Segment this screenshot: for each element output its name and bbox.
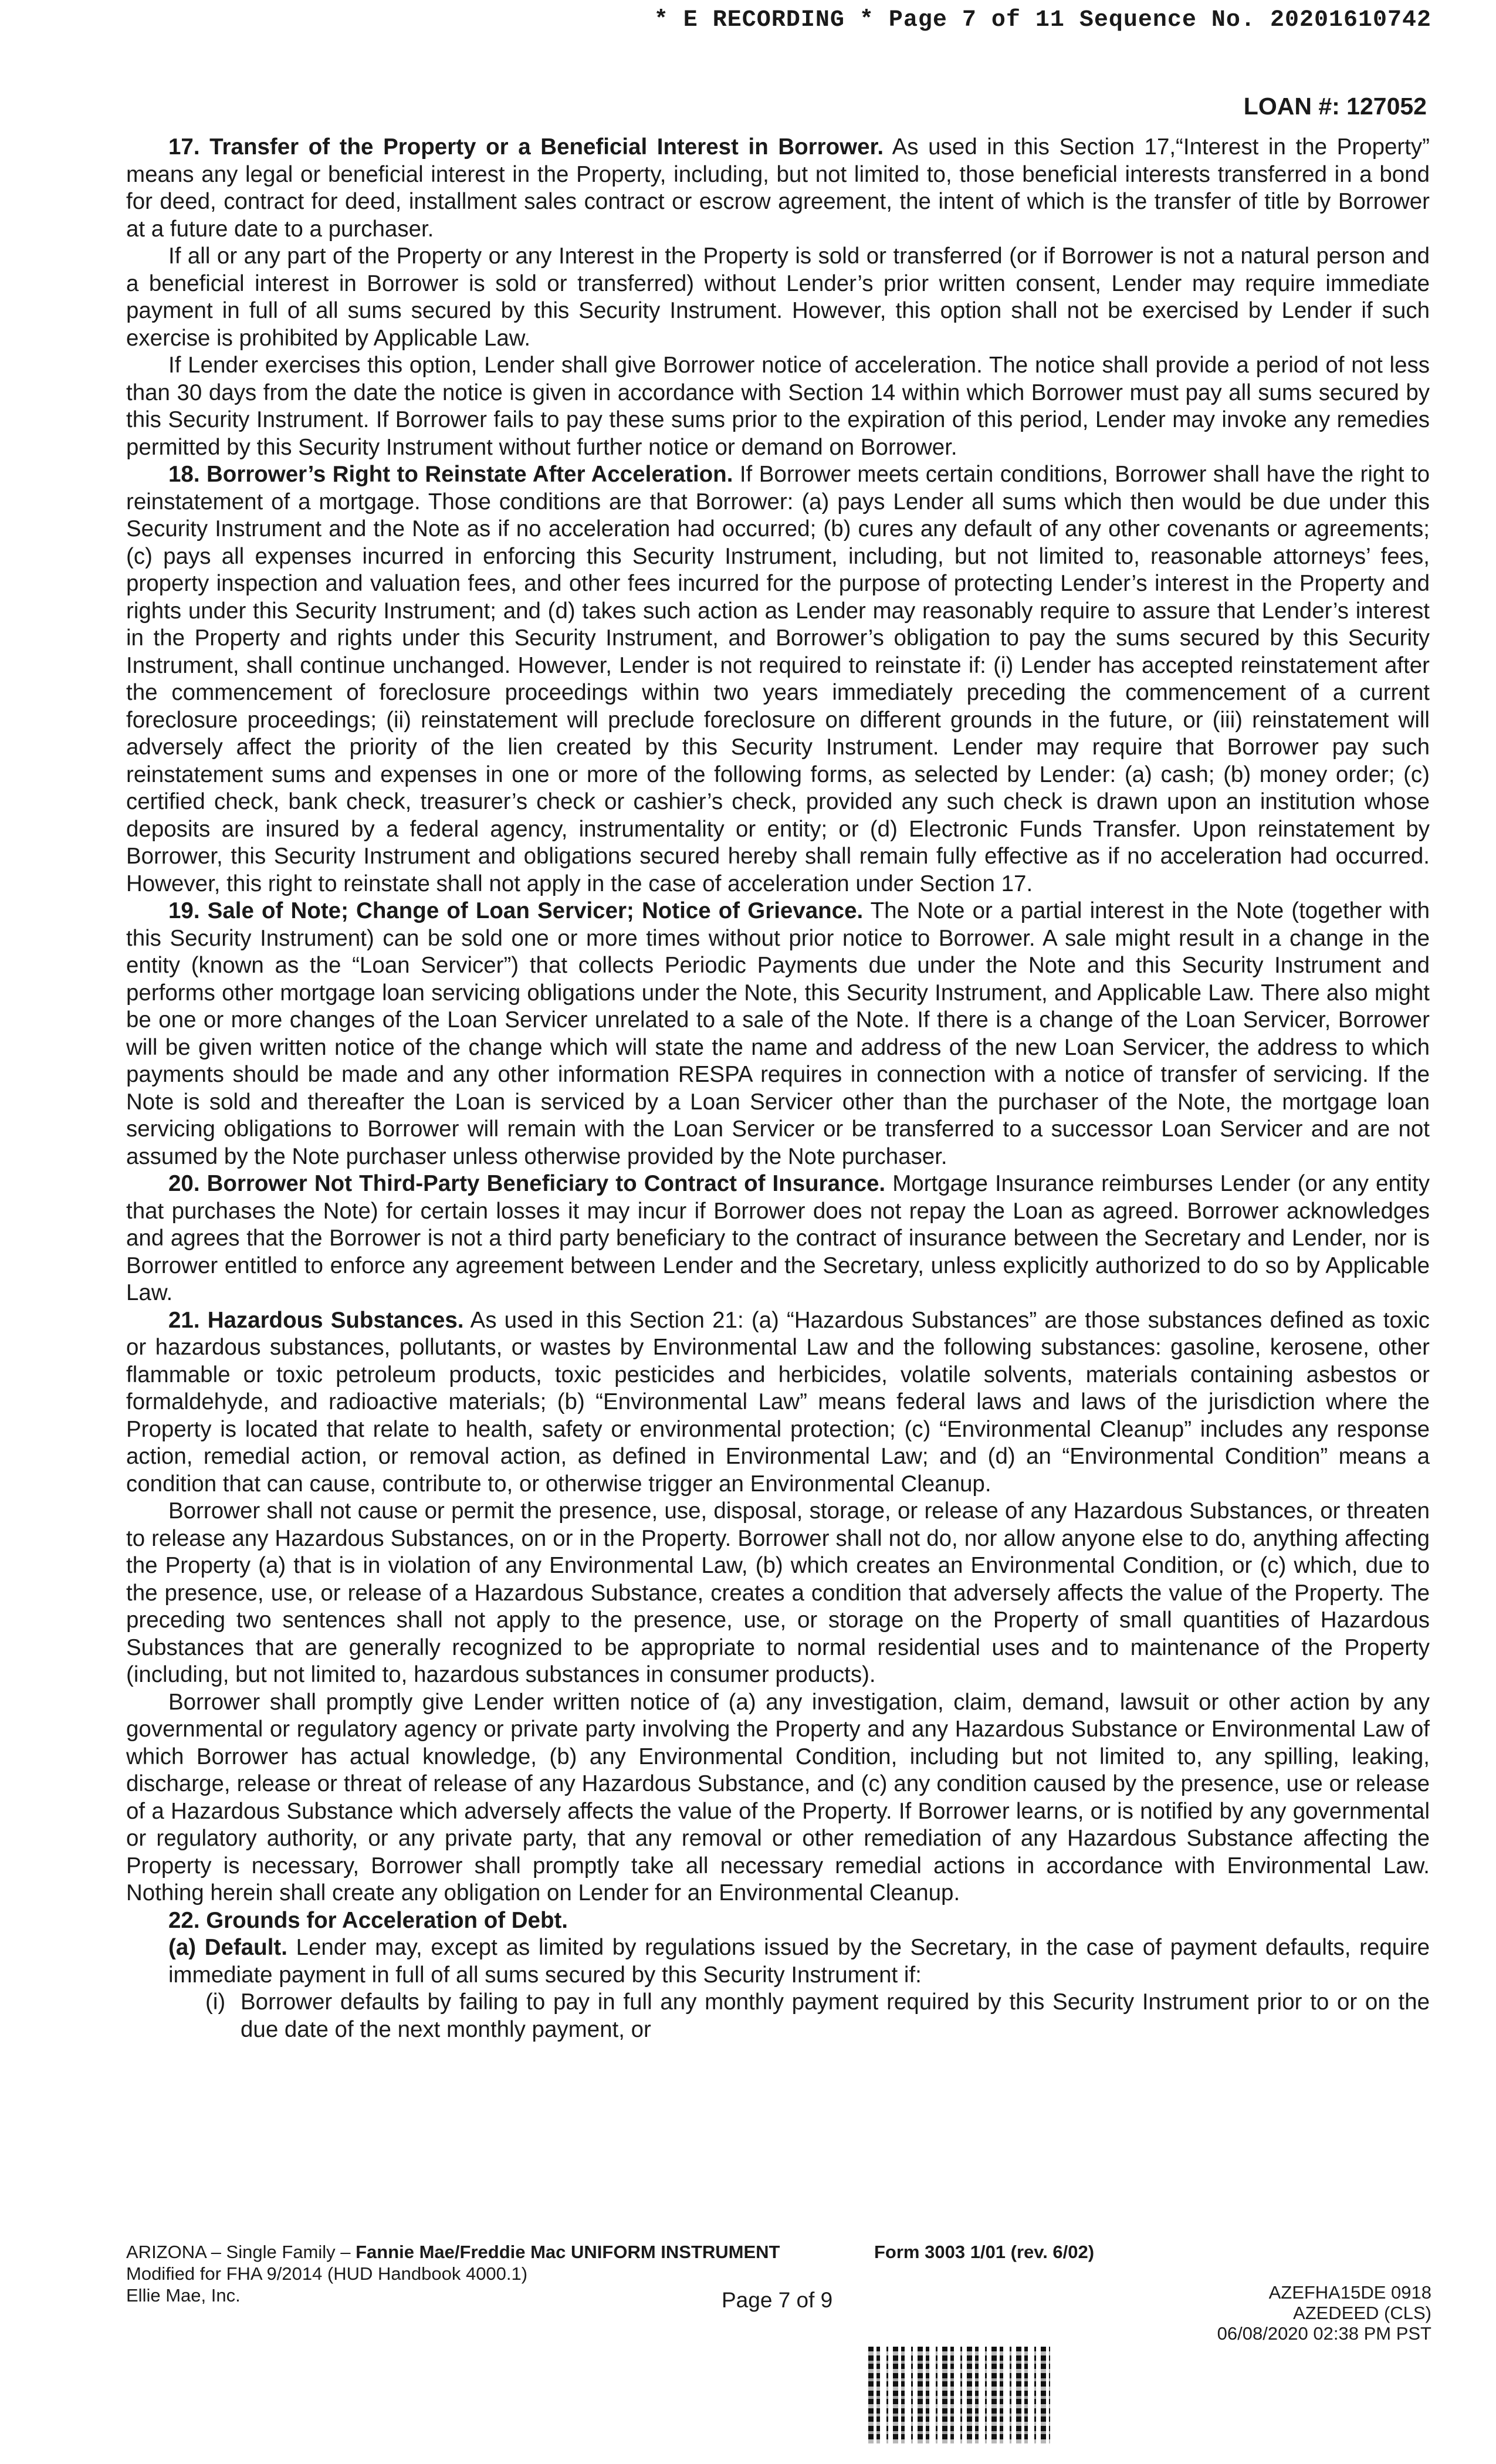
section-18-paragraph: 18. Borrower’s Right to Reinstate After Acceleration. If Borrower meets certain conditions, Borrower shall have the right to reinstatement of a mortgage. Those conditions are that Borrower: (a) pays Lender all sums which then would be due under this Security Instrument and the Note as if no acceleration had occurred; (b) cures any default of any other covenants or agreements; (c) pays all expenses incurred in enforcing this Security Instrument, including, but not limited to, reasonable attorneys’ fees, property inspection and valuation fees, and other fees incurred for the purpose of protecting Lender’s interest in the Property and rights under this Security Instrument; and (d) takes such action as Lender may reasonably require to assure that Lender’s interest in the Property and rights under this Security Instrument, and Borrower’s obligation to pay the sums secured by this Security Instrument, shall continue unchanged. However, Lender is not required to reinstate if: (i) Lender has accepted reinstatement after the commencement of foreclosure proceedings within two years immediately preceding the commencement of a current foreclosure proceedings; (ii) reinstatement will preclude foreclosure on different grounds in the future, or (iii) reinstatement will adversely affect the priority of the lien created by this Security Instrument. Lender may require that Borrower pay such reinstatement sums and expenses in one or more of the following forms, as selected by Lender: (a) cash; (b) money order; (c) certified check, bank check, treasurer’s check or cashier’s check, provided any such check is drawn upon an institution whose deposits are insured by a federal agency, instrumentality or entity; or (d) Electronic Funds Transfer. Upon reinstatement by Borrower, this Security Instrument and obligations secured hereby shall remain fully effective as if no acceleration had occurred. However, this right to reinstate shall not apply in the case of acceleration under Section 17. <box>126 462 1430 896</box>
section-19-heading: 19. Sale of Note; Change of Loan Servicer; Notice of Grievance. <box>168 898 864 923</box>
section-22-a-i-label: (i) <box>205 1989 226 2015</box>
footer-vendor: Ellie Mae, Inc. <box>126 2285 241 2306</box>
section-21-paragraph-1: 21. Hazardous Substances. As used in this Section 21: (a) “Hazardous Substances” are those substances defined as toxic or hazardous substances, pollutants, or wastes by Environmental Law and the following substances: gasoline, kerosene, other flammable or toxic petroleum products, toxic pesticides and herbicides, volatile solvents, materials containing asbestos or formaldehyde, and radioactive materials; (b) “Environmental Law” means federal laws and laws of the jurisdiction where the Property is located that relate to health, safety or environmental protection; (c) “Environmental Cleanup” includes any response action, remedial action, or removal action, as defined in Environmental Law; and (d) an “Environmental Condition” means a condition that can cause, contribute to, or otherwise trigger an Environmental Cleanup. <box>126 1307 1430 1497</box>
footer-code-1: AZEFHA15DE 0918 <box>1268 2282 1431 2303</box>
barcode-image <box>868 2347 1050 2443</box>
footer-right <box>1217 2282 1431 2344</box>
section-17-paragraph-1: 17. Transfer of the Property or a Beneficial Interest in Borrower. As used in this Section 17,“Interest in the Property” means any legal or beneficial interest in the Property, including, but not limited to, those beneficial interests transferred in a bond for deed, contract for deed, installment sales contract or escrow agreement, the intent of which is the transfer of title by Borrower at a future date to a purchaser. <box>126 134 1430 242</box>
footer-code-2: AZEDEED (CLS) <box>1293 2303 1431 2323</box>
section-22-a-paragraph: (a) Default. Lender may, except as limited by regulations issued by the Secretary, in the case of payment defaults, require immediate payment in full of all sums secured by this Security Instrument if: <box>168 1935 1430 1988</box>
section-22-heading-paragraph <box>126 1907 1430 1935</box>
section-21-paragraph-2: Borrower shall not cause or permit the presence, use, disposal, storage, or release of any Hazardous Substances, or threaten to release any Hazardous Substances, on or in the Property. Borrower shall not do, nor allow anyone else to do, anything affecting the Property (a) that is in violation of any Environmental Law, (b) which creates an Environmental Condition, or (c) which, due to the presence, use, or release of a Hazardous Substance, creates a condition that adversely affects the value of the Property. The preceding two sentences shall not apply to the presence, use, or storage on the Property of small quantities of Hazardous Substances that are generally recognized to be appropriate to normal residential uses and to maintenance of the Property (including, but not limited to, hazardous substances in consumer products). <box>126 1498 1430 1687</box>
section-18-heading: 18. Borrower’s Right to Reinstate After Acceleration. <box>168 462 733 487</box>
footer-left <box>126 2241 780 2306</box>
section-19-paragraph: 19. Sale of Note; Change of Loan Servicer; Notice of Grievance. The Note or a partial interest in the Note (together with this Security Instrument) can be sold one or more times without prior notice to Borrower. A sale might result in a change in the entity (known as the “Loan Servicer”) that collects Periodic Payments due under the Note and this Security Instrument and performs other mortgage loan servicing obligations under the Note, this Security Instrument, and Applicable Law. There also might be one or more changes of the Loan Servicer unrelated to a sale of the Note. If there is a change of the Loan Servicer, Borrower will be given written notice of the change which will state the name and address of the new Loan Servicer, the address to which payments should be made and any other information RESPA requires in connection with a notice of transfer of servicing. If the Note is sold and thereafter the Loan is serviced by a Loan Servicer other than the purchaser of the Note, the mortgage loan servicing obligations to Borrower will remain with the Loan Servicer or be transferred to a successor Loan Servicer and are not assumed by the Note purchaser unless otherwise provided by the Note purchaser. <box>126 898 1430 1169</box>
footer-modified: Modified for FHA 9/2014 (HUD Handbook 4000.1) <box>126 2263 528 2284</box>
loan-number: LOAN #: 127052 <box>1243 93 1427 120</box>
section-22-a-i-paragraph: (i) Borrower defaults by failing to pay in full any monthly payment required by this Security Instrument prior to or on the due date of the next monthly payment, or <box>205 1989 1430 2042</box>
section-17-paragraph-3: If Lender exercises this option, Lender shall give Borrower notice of acceleration. The notice shall provide a period of not less than 30 days from the date the notice is given in accordance with Section 14 within which Borrower must pay all sums secured by this Security Instrument. If Borrower fails to pay these sums prior to the expiration of this period, Lender may invoke any remedies permitted by this Security Instrument without further notice or demand on Borrower. <box>126 353 1430 460</box>
section-21-heading: 21. Hazardous Substances. <box>168 1307 464 1333</box>
section-17-heading: 17. Transfer of the Property or a Beneficial Interest in Borrower. <box>168 134 884 160</box>
section-22-heading: 22. Grounds for Acceleration of Debt. <box>168 1907 568 1933</box>
document-body <box>126 134 1430 2043</box>
section-20-paragraph: 20. Borrower Not Third-Party Beneficiary to Contract of Insurance. Mortgage Insurance reimburses Lender (or any entity that purchases the Note) for certain losses it may incur if Borrower does not repay the Loan as agreed. Borrower acknowledges and agrees that the Borrower is not a third party beneficiary to the contract of insurance between the Secretary and Lender, nor is Borrower entitled to enforce any agreement between Lender and the Secretary, unless explicitly authorized to do so by Applicable Law. <box>126 1171 1430 1305</box>
footer-form-number: Form 3003 1/01 (rev. 6/02) <box>874 2242 1095 2262</box>
section-21-paragraph-3: Borrower shall promptly give Lender written notice of (a) any investigation, claim, demand, lawsuit or other action by any governmental or regulatory agency or private party involving the Property and any Hazardous Substance or Environmental Law of which Borrower has actual knowledge, (b) any Environmental Condition, including but not limited to, any spilling, leaking, discharge, release or threat of release of any Hazardous Substance, and (c) any condition caused by the presence, use or release of a Hazardous Substance which adversely affects the value of the Property. If Borrower learns, or is notified by any governmental or regulatory authority, or any private party, that any removal or other remediation of any Hazardous Substance affecting the Property is necessary, Borrower shall promptly take all necessary remedial actions in accordance with Environmental Law. Nothing herein shall create any obligation on Lender for an Environmental Cleanup. <box>126 1689 1430 1905</box>
section-17-paragraph-2: If all or any part of the Property or any Interest in the Property is sold or transferred (or if Borrower is not a natural person and a beneficial interest in Borrower is sold or transferred) without Lender’s prior written consent, Lender may require immediate payment in full of all sums secured by this Security Instrument. However, this option shall not be exercised by Lender if such exercise is prohibited by Applicable Law. <box>126 243 1430 351</box>
footer-timestamp: 06/08/2020 02:38 PM PST <box>1217 2323 1431 2344</box>
section-20-heading: 20. Borrower Not Third-Party Beneficiary to Contract of Insurance. <box>168 1171 886 1196</box>
footer-state-line: ARIZONA – Single Family – Fannie Mae/Freddie Mac UNIFORM INSTRUMENT <box>126 2242 780 2262</box>
footer-page-number: Page 7 of 9 <box>722 2288 833 2312</box>
recording-header: * E RECORDING * Page 7 of 11 Sequence No. 20201610742 <box>654 7 1431 33</box>
section-22-a-heading: (a) Default. <box>168 1935 287 1960</box>
